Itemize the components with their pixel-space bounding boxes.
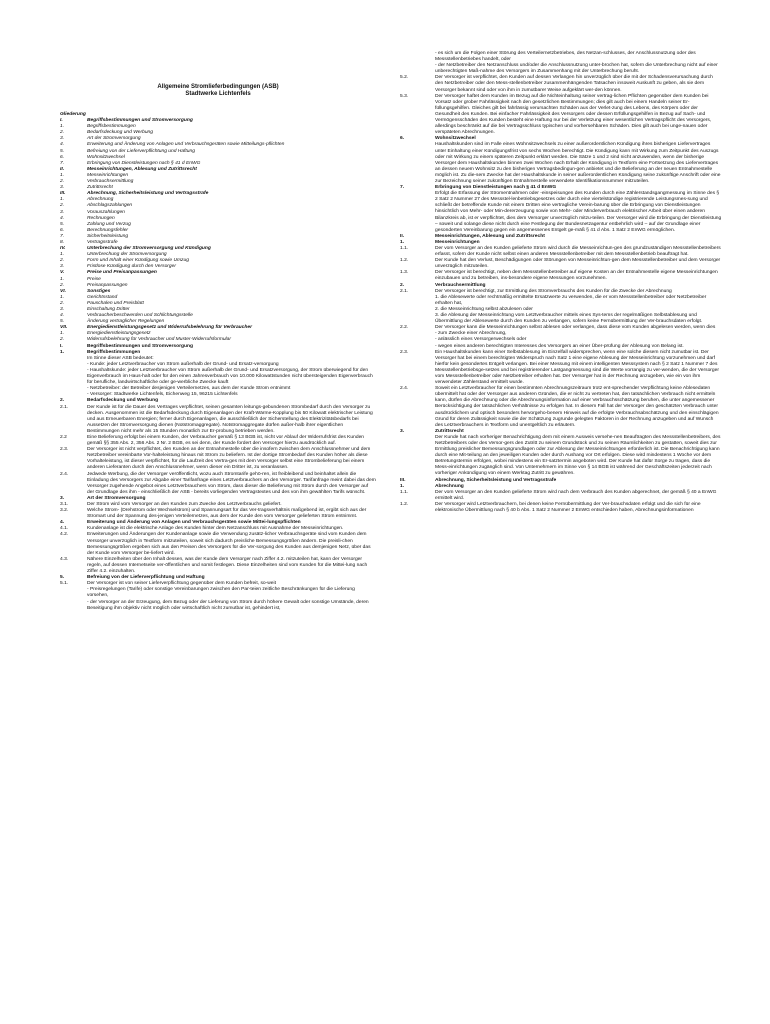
section-number: 4.1. — [60, 526, 69, 532]
section-number: 1. — [60, 294, 65, 300]
section-text: Art der Stromversorgung — [87, 136, 141, 142]
section-number: 1. — [60, 172, 65, 178]
section-number: 2.2. — [400, 325, 409, 331]
section-text: Energiedienstleistungsgesetz und Widerrufsbelehrung für Verbraucher — [87, 325, 252, 331]
section-number: 2. — [60, 282, 65, 288]
section-text: Abschlagszahlungen — [87, 203, 133, 209]
section-text: Energiedienstleistungsgesetz — [87, 331, 151, 337]
section-paragraph — [400, 51, 722, 63]
section-text: 3. die Ablesung der Messeinrichtung vom Letztverbraucher mittels eines Sys-tems der regelmäßigen Selbstablesung und Übermittlung der Ablesewerte durch den Kunden zu verlangen, sofern keine Fernübermittlung der Ver-brauchsdaten erfolgt. — [435, 313, 703, 325]
left-body-text — [60, 344, 376, 612]
section-text: Preise — [87, 276, 101, 282]
section-number: 3.1. — [60, 502, 69, 507]
section-number: 2.4. — [400, 386, 409, 392]
section-number: 4.2. — [60, 532, 69, 538]
section-number: 1. — [400, 239, 405, 245]
section-paragraph — [400, 270, 722, 282]
section-paragraph — [60, 368, 376, 386]
section-paragraph — [400, 258, 722, 270]
section-text: Verbraucherbeschwerden und Schlichtungsstelle — [87, 313, 193, 319]
section-number: 3. — [60, 307, 65, 312]
section-number — [400, 191, 435, 234]
section-text: Haushaltskunden sind im Falle eines Wohnsitzwechsels zu einer außerordentlichen Kündigung ihres bisherigen Liefervertrages unter Einhaltung einer Kündigungsfrist von sechs Wochen berechtigt. Die Kündigung kann mit Wirkung zum Zeitpunkt des Auszugs oder mit Wirkung zu einem späteren Zeitpunkt erklärt werden. Die Sätze 1 und 2 sind nicht anzuwenden, wenn der bisherige Versorger dem Haushaltskunden binnen zwei Wochen nach Erhalt der Kündigung in Textform eine Fortsetzung des Liefervertrages an dessen neuem Wohnsitz zu den bisherigen Vertragsbedingun-gen anbietet und die Belieferung an der neuen Entnahmestelle möglich ist. Zu die-sem Zwecke hat der Haushaltskunde in seiner außerordentlichen Kündigung seine zukünftige Anschrift oder eine zur Bezeichnung seiner zukünftigen Entnahmestelle verwendete Identifikationsnummer mitzuteilen. — [435, 142, 721, 184]
section-text: Wohnsitzwechsel — [435, 136, 476, 142]
section-text: - zum Zwecke einer Abrechnung, — [435, 331, 507, 337]
section-text: Art der Stromversorgung — [87, 495, 146, 501]
section-text: Abrechnung — [87, 197, 114, 203]
section-text: Form und Inhalt einer Kündigung sowie Umzug — [87, 258, 189, 264]
section-number: 1. — [60, 124, 65, 130]
section-number: 6. — [60, 154, 65, 160]
section-number: 5.2. — [400, 75, 409, 81]
section-text: Begriffsbestimmungen und Stromversorgung — [87, 343, 193, 349]
section-text: Widerrufsbelehrung für Verbraucher und Muster-Widerrufsformular — [87, 337, 231, 343]
section-text: Fristlose Kündigung durch den Versorger — [87, 264, 176, 270]
section-text: Erweiterungen und Änderungen der Kundenanlage sowie die Verwendung zusätz-licher Verbrauchsgeräte sind vom Kunden dem Versorger unverzüglich in Textform mitzuteilen, soweit sich dadurch preisliche Bemessungsgrößen ändern. Die preisli-chen Bemessungsgrößen ergeben sich aus den Preisen des Versorgers für die Ver-sorgung des Kunden aus demjenigen Netz, über das der Kunde vom Versorger be-liefert wird. — [87, 532, 371, 556]
section-number: 1. — [60, 252, 65, 258]
section-number: 1. — [60, 331, 65, 337]
section-text: Bedarfsdeckung und Werbung — [87, 130, 153, 136]
section-number: 2. — [60, 300, 65, 306]
section-text: - Versorger: Stadtwerke Lichtenfels, Eichenweg 15, 96215 Lichtenfels — [87, 392, 238, 398]
section-text: Abrechnung, Sicherheitsleistung und Vertragsstrafe — [435, 477, 557, 483]
section-number — [400, 63, 435, 75]
section-text: - Kunde: jeder Letztverbraucher von Strom außerhalb der Grund- und Ersatz-versorgung — [87, 361, 279, 367]
section-text: Gerichtsstand — [87, 294, 118, 300]
section-text: - es sich um die Folgen einer Störung des Verteilernetzbetriebes, des Netzan-schlusses, der Anschlussnutzung oder des Messstellenbetriebes handelt, oder — [435, 51, 696, 63]
section-paragraph — [60, 600, 376, 612]
section-number: IV. — [60, 246, 66, 252]
section-number: 4. — [60, 520, 65, 526]
section-text: Der vom Versorger an den Kunden gelieferte Strom wird nach dem Verbrauch des Kunden abgerechnet, der gemäß § 40 a EnWG ermittelt wird. — [435, 489, 717, 501]
section-number: 1.1. — [400, 246, 409, 251]
section-text: Kundenanlage ist die elektrische Anlage des Kunden hinter dem Netzanschluss mit Ausnahme der Messeinrichtungen. — [87, 526, 344, 532]
section-paragraph — [60, 532, 376, 556]
section-number: I. — [60, 343, 63, 349]
section-paragraph — [400, 191, 722, 234]
section-number: 5. — [60, 319, 65, 325]
section-text: Begriffsbestimmungen — [87, 124, 136, 130]
section-number — [60, 368, 87, 386]
section-text: Nähere Einzelheiten über den Inhalt dessen, was der Kunde dem Versorger nach Ziffer 4.2. mitzuteilen hat, kann der Versorger regeln, auf dessen Internetseite ver-öffentlichen und somit festlegen. Diese Einzelheiten sind vom Kunden für die Mittei-lung nach Ziffer 4.2. einzuhalten. — [87, 556, 368, 575]
section-number: 4. — [60, 313, 65, 319]
section-number: 3. — [60, 136, 65, 142]
section-text: Erfolgt die Erfassung der Stromentnahmen oder -einspeisungen des Kunden durch eine Zählerstandsgangmessung im Sinne des § 2 Satz 2 Nummer 27 des Messstel-lenbetriebsgesetzes oder durch eine viertelstündige registrierende Leistungsmes-sung und schließt der betreffende Kunde mit einem Dritten eine vertragliche Verein-barung über die Erbringung von Dienstleistungen hinsichtlich von Mehr- oder Min-dererzeugung sowie von Mehr- oder Minderverbrauch elektrischer Arbeit über einen anderen Bilanzkreis ab, ist er verpflichtet, dies dem Versorger unverzüglich mitzu-teilen. Der Versorger wird die Erbringung der Dienstleistung – soweit und solange diese nicht durch eine Festlegung der Bundesnetzagentur entbehrlich wird – auf der Grundlage einer gesonderten Vereinbarung gegen ein angemessenes Entgelt ge-mäß § 41 d Abs. 1 Satz 2 EnWG ermöglichen. — [435, 191, 722, 233]
section-text: Sonstiges — [87, 288, 111, 294]
section-paragraph — [60, 405, 376, 435]
section-number: 3. — [60, 209, 65, 215]
section-text: Abrechnung — [435, 483, 464, 489]
section-text: Erbringung von Dienstleistungen nach § 41 d EnWG — [87, 160, 201, 166]
section-text: Preise und Preisanpassungen — [87, 270, 157, 276]
section-text: Messeinrichtungen — [435, 239, 480, 245]
section-number: 1. — [60, 349, 65, 355]
section-number: 2.2 — [60, 434, 67, 440]
section-number: 1. — [400, 483, 405, 489]
section-text: - Preisregelungen (Tarife) oder sonstige Vereinbarungen zwischen den Par-teien zeitliche Beschränkungen für die Lieferung vorsehen, — [87, 587, 355, 599]
section-number: 3. — [60, 495, 65, 501]
section-text: Messeinrichtungen — [87, 172, 129, 178]
section-paragraph — [400, 490, 722, 502]
section-number: 2. — [60, 130, 65, 136]
section-paragraph — [60, 435, 376, 447]
section-paragraph — [400, 246, 722, 258]
section-number: 7. — [60, 160, 65, 166]
section-text: Der Versorger ist berechtigt, zur Ermittlung des Stromverbrauchs des Kunden für die Zwecke der Abrechnung — [435, 288, 672, 294]
section-number: 7. — [60, 233, 65, 239]
section-number: 2.1. — [60, 404, 69, 410]
section-text: Messeinrichtungen, Ablesung und Zutrittsrecht — [435, 233, 545, 239]
title-block — [60, 84, 376, 98]
section-number: 2.1. — [400, 288, 409, 294]
section-number: 3. — [400, 428, 405, 434]
section-number: V. — [60, 270, 65, 276]
section-text: Verbrauchsermittlung — [435, 282, 486, 288]
section-text: Soweit ein Letztverbraucher für einen bestimmten Abrechnungszeitraum trotz ent-sprechender Verpflichtung keine Ablesedaten übermittelt hat oder der Versorger aus anderen Gründen, die er nicht zu vertreten hat, den tatsächlichen Verbrauch nicht ermitteln kann, dürfen die Abrechnung oder die Abrechnungsinformation auf einer Verbrauchsschätzung beruhen, die unter angemessener Berücksichtigung der tatsächlichen Verhältnisse zu erfolgen hat. In diesem Fall hat der Versorger den geschätzten Verbrauch unter ausdrücklichem und optisch besonders hervorgeho-benem Hinweis auf die erfolgte Verbrauchsabschätzung und den einschlägigen Grund für deren Zulässigkeit sowie die der Schätzung zugrunde gelegten Faktoren in der Rechnung anzugeben und auf Wunsch des Letztverbrauchers in Textform und unentgeltlich zu erläutern. — [435, 386, 719, 428]
section-text: Erbringung von Dienstleistungen nach § 41 d EnWG — [435, 185, 557, 191]
section-number: 3.2. — [60, 508, 69, 514]
section-number — [400, 313, 435, 325]
section-number — [60, 600, 87, 612]
section-paragraph — [400, 502, 722, 514]
section-paragraph — [400, 142, 722, 185]
section-number: 8. — [60, 239, 65, 245]
section-number — [400, 295, 435, 307]
section-paragraph — [400, 435, 722, 478]
right-column — [400, 0, 722, 514]
section-text: Der Kunde hat den Verlust, Beschädigungen oder Störungen von Messeinrichtun-gen dem Messstellenbetreiber und dem Versorger unverzüglich mitzuteilen. — [435, 258, 721, 270]
section-paragraph — [400, 350, 722, 387]
section-number: 5. — [60, 148, 65, 154]
section-number: III. — [400, 477, 406, 483]
section-paragraph — [60, 472, 376, 496]
section-text: 1. die Ablesewerte oder rechtmäßig ermittelte Ersatzwerte zu verwenden, die er vom Messstellenbetreiber oder Netzbetreiber erhalten hat, — [435, 294, 707, 306]
section-text: Der Versorger haftet dem Kunden im Bezug auf die Nichteinhaltung seiner vertrag-lichen Pflichten gegenüber dem Kunden bei Vorsatz oder grober Fahrlässigkeit nach den gesetzlichen Bestimmungen; dies gilt auch bei einem Handeln seiner Er-füllungsgehilfen. Gleiches gilt bei fahrlässig verursachten Schäden aus der Verlet-zung des Lebens, des Körpers oder der Gesundheit des Kunden. Bei einfacher Fahrlässigkeit des Versorgers oder dessen Erfüllungsgehilfen in Bezug auf Sach- und Vermögensschäden des Kunden besteht eine Haftung nur bei der Verletzung einer wesentlichen Vertragspflicht des Versorgers, allerdings beschränkt auf die bei Vertragsschluss typischen und vorhersehbaren Schäden. Dies gilt auch bei unge-nauen oder verspäteten Abrechnungen. — [435, 93, 712, 136]
section-text: Rechnungen — [87, 215, 115, 221]
section-text: Der Strom wird vom Versorger an den Kunden zum Zwecke des Letztverbrauchs geliefert. — [87, 502, 282, 507]
section-number: 1.3. — [400, 270, 409, 276]
table-of-contents — [60, 118, 376, 343]
section-number: 2. — [60, 337, 65, 343]
section-text: Vorauszahlungen — [87, 209, 125, 215]
section-text: Der Kunde ist für die Dauer des Vertrages verpflichtet, seinen gesamten leitungs-gebundenen Strombedarf durch den Versorger zu decken. Ausgenommen ist die Bedarfsdeckung durch Eigenanlagen der Kraft-Wärme-Kopplung bis 50 Kilowatt elektrischer Leistung und aus Erneuerbaren Energien; ferner durch Eigenanlagen, die ausschließlich der Sicherstellung des Elektrizitätsbedarfs bei Aussetzen der Stromversorgung dienen (Notstromaggregate). Notstromaggregate dürfen außer-halb ihrer eigentlichen Bestimmungen nicht mehr als 15 Stunden monatlich zur Er-probung betrieben werden. — [87, 404, 373, 434]
section-text: Der Versorger ist nicht verpflichtet, den Kunden an der Entnahmestelle über die insofern zwischen dem Anschlussnehmer und dem Netzbetreiber vereinbarte Vor-halteleistung hinaus mit Strom zu beliefern. Ist der dortige Strombedarf des Kunden höher als diese Vorhalteleistung, ist dieser verpflichtet, für die Laufzeit des Vertra-ges mit dem Versorger selbst eine Strombelieferung bei einem anderen Lieferanten durch den Anschlussnehmer, wenn dieser ein Dritter ist, zu veranlassen. — [87, 447, 371, 471]
section-text: Messeinrichtungen, Ablesung und Zutrittsrecht — [87, 166, 197, 172]
section-number: 5.3. — [400, 93, 409, 99]
section-paragraph — [60, 508, 376, 520]
section-number: 6. — [60, 227, 65, 233]
section-paragraph — [400, 295, 722, 307]
section-number: 5. — [60, 575, 65, 581]
section-text: - Netzbetreiber: der Betreiber desjenigen Verteilernetzes, aus dem der Kunde Strom entnimmt — [87, 386, 291, 392]
section-number: 3. — [60, 185, 65, 191]
section-number: 2.3. — [400, 349, 409, 355]
section-text: Zahlung und Verzug — [87, 221, 131, 227]
section-paragraph — [60, 587, 376, 599]
section-number — [400, 435, 435, 478]
section-paragraph — [60, 447, 376, 471]
section-number: 2. — [60, 179, 65, 185]
section-text: Der Kunde hat nach vorheriger Benachrichtigung dem mit einem Ausweis versehe-nen Beauftragten des Messstellenbetreibers, des Netzbetreibers oder des Versor-gers den Zutritt zu seinem Grundstück und zu seinen Räumlichkeiten zu gestatten, soweit dies zur Ermittlung preislicher Bemessungsgrundlagen oder zur Ablesung der Messeinrichtungen erforderlich ist. Die Benachrichtigung kann durch eine Mit-teilung an den jeweiligen Kunden oder durch Aushang vor Ort erfolgen. Diese wird mindestens 1 Woche vor dem Betretungstermin erfolgen, wobei mindestens ein Er-satztermin angeboten wird. Der Kunde hat dafür Sorge zu tragen, dass die Mess-einrichtungen zugänglich sind. Von Unternehmern im Sinne von § 14 BGB ist während der Geschäftszeiten jederzeit nach vorheriger Ankündigung von einem Werktag Zutritt zu gewähren. — [435, 434, 721, 477]
section-text: Abrechnung, Sicherheitsleistung und Vertragsstrafe — [87, 191, 209, 197]
section-text: Eine Belieferung erfolgt bei einem Kunden, der Verbraucher gemäß § 13 BGB ist, nicht vor Ablauf der Widerrufsfrist des Kunden gemäß §§ 355 Abs. 2, 356 Abs. 2 Nr. 2 BGB, es sei denn, der Kunde fordert den Versorger hierzu ausdrücklich auf. — [87, 434, 365, 447]
section-number: 1.2. — [400, 258, 409, 264]
section-number: II. — [400, 233, 405, 239]
section-text: Welche Strom- (Drehstrom oder Wechselstrom) und Spannungsart für das Ver-tragsverhältnis maßgebend ist, ergibt sich aus der Stromart und der Spannung des-jenigen Verteilernetzes, aus dem der Kunde den vom Versorger gelieferten Strom entnimmt. — [87, 508, 367, 520]
section-text: Berechnungsfehler — [87, 227, 129, 233]
section-text: Befreiung von der Lieferverpflichtung und Haftung — [87, 148, 195, 154]
section-number: III. — [60, 191, 66, 197]
section-text: Der vom Versorger an den Kunden gelieferte Strom wird durch die Messeinrichtun-gen des grundzuständigen Messstellenbetreibers erfasst, sofern der Kunde nicht selbst einen anderen Messstellenbetreiber mit dem Messstellenbetrieb beauftragt hat. — [435, 246, 721, 258]
section-text: Begriffsbestimmungen — [87, 349, 141, 355]
section-number — [400, 142, 435, 185]
section-text: Der Versorger ist berechtigt, neben dem Messstellenbetreiber auf eigene Kosten an der Entnahmestelle eigene Messeinrichtungen einzubauen und zu betreiben, ins-besondere eigene Messungen vorzunehmen. — [435, 270, 718, 282]
section-text: Im Sinne dieser ASB bedeutet: — [87, 355, 154, 361]
section-text: - anlässlich eines Versorgerwechsels oder — [435, 337, 527, 343]
section-number: VII. — [60, 325, 68, 331]
section-paragraph — [400, 75, 722, 93]
toc-heading: Gliederung — [60, 112, 86, 117]
section-number: 3. — [60, 264, 65, 270]
section-text: Der Versorger kann die Messeinrichtungen selbst ablesen oder verlangen, dass diese vom Kunden abgelesen werden, wenn dies — [435, 325, 716, 331]
section-text: Pauschalen und Preisblatt — [87, 300, 144, 306]
section-number: 1.2. — [400, 501, 409, 507]
section-number: 5.1. — [60, 581, 69, 587]
section-text: Änderung vertraglicher Regelungen — [87, 319, 165, 325]
section-text: Einschaltung Dritter — [87, 307, 130, 312]
section-number: 1. — [60, 197, 65, 203]
section-text: 2. die Messeinrichtung selbst abzulesen oder — [435, 306, 533, 312]
section-number: 7. — [400, 185, 405, 191]
section-number: 4. — [60, 142, 65, 148]
section-text: - der Versorger an der Erzeugung, dem Bezug oder der Lieferung von Strom durch höhere Gewalt oder sonstige Umstände, deren Beseitigung ihm objektiv nicht möglich oder wirtschaftlich nicht zumutbar ist, gehindert ist, — [87, 599, 369, 611]
section-text: Sicherheitsleistung — [87, 233, 129, 239]
section-paragraph — [60, 557, 376, 575]
section-number: II. — [60, 166, 65, 172]
section-text: - Haushaltskunde: jeder Letztverbraucher von Strom außerhalb der Grund- und Ersatzversorgung, der Strom überwiegend für den Eigenverbrauch im Haus-halt oder für den einen Jahresverbrauch von 10.000 Kilowattstunden nicht übersteigenden Eigenverbrauch für berufliche, landwirtschaftliche oder ge-werbliche Zwecke kauft — [87, 367, 373, 386]
section-text: Erweiterung und Änderung von Anlagen und Verbrauchsgeräten sowie Mitteilungs-pflichten — [87, 142, 285, 148]
section-text: Begriffsbestimmungen und Stromversorgung — [87, 118, 193, 124]
section-text: - der Netzbetreiber den Netzanschluss und/oder die Anschlussnutzung unter-brochen hat, sofern die Unterbrechung nicht auf einer unberechtigten Maß-nahme des Versorgers im Zusammenhang mit der Unterbrechung beruht. — [435, 63, 718, 75]
section-number: 2. — [60, 258, 65, 264]
section-text: Befreiung von der Lieferverpflichtung und Haftung — [87, 575, 205, 581]
section-number: VI. — [60, 288, 66, 294]
left-column — [60, 0, 376, 612]
section-number: 4.3. — [60, 556, 69, 562]
section-number — [60, 587, 87, 599]
section-number: 2. — [400, 282, 405, 288]
section-text: Erweiterung und Änderung von Anlagen und Verbrauchsgeräten sowie Mittei-lungspflichten — [87, 520, 301, 526]
section-text: Der Versorger ist verpflichtet, den Kunden auf dessen Verlangen hin unverzüglich über die mit der Schadensverursachung durch den Netzbetreiber oder den Mess-stellenbetreiber zusammenhängenden Tatsachen insoweit Auskunft zu geben, als sie dem Versorger bekannt sind oder von ihm in zumutbarer Weise aufgeklärt wer-den können. — [435, 75, 713, 93]
section-number: 2. — [60, 398, 65, 404]
section-text: Der Versorger wird Letztverbrauchern, bei denen keine Fernübermittlung der Ver-brauchsdaten erfolgt und die sich für eine elektronische Übermittlung nach § 40 b Abs. 1 Satz 2 Nummer 2 EnWG entschieden haben, Abrechnungsinformationen — [435, 501, 701, 514]
section-text: - wegen eines anderen berechtigten Interesses des Versorgers an einer Über-prüfung der Ablesung von Belang ist. — [435, 343, 684, 349]
section-number: 2.4. — [60, 471, 69, 477]
section-number — [400, 51, 435, 63]
section-number: 1.1. — [400, 489, 409, 495]
section-number: 2.3. — [60, 447, 69, 453]
section-number: 4. — [60, 215, 65, 221]
section-number: 5. — [60, 221, 65, 227]
section-number: 1. — [60, 276, 65, 282]
section-text: Jedwede Werbung, die der Versorger veröffentlicht, wozu auch Stromtarife gehö-ren, ist freibleibend und beinhaltet allein die Einladung des Versorgers zur Abgabe einer Tarifanfrage eines Letztverbrauchers an den Versorger. Tarifanfrage meint dabei das dem Versorger zugehende Angebot eines Letztverbrauchers von Strom, dass dieser die Belieferung mit Strom durch den Versorger auf der Grundlage des ihm - einschließlich der ASB - bereits vorliegenden Vertragstextes und des von ihm gewählten Tarifs wünscht. — [87, 471, 376, 495]
section-text: Unterbrechung der Stromversorgung und Kündigung — [87, 246, 211, 252]
document-title: Allgemeine Stromlieferbedingungen (ASB) — [157, 84, 279, 90]
section-text: Bedarfsdeckung und Werbung — [87, 398, 159, 404]
section-paragraph — [400, 313, 722, 325]
section-text: Vertragsstrafe — [87, 239, 118, 245]
section-paragraph — [400, 386, 722, 429]
section-text: Zutrittsrecht — [87, 185, 113, 191]
document-subtitle: Stadtwerke Lichtenfels — [185, 91, 251, 97]
section-text: Zutrittsrecht — [435, 428, 464, 434]
section-paragraph — [400, 63, 722, 75]
section-number: 2. — [60, 203, 65, 209]
section-paragraph — [400, 94, 722, 137]
section-text: Verbrauchsermittlung — [87, 179, 134, 185]
section-text: Preisanpassungen — [87, 282, 128, 288]
section-text: Wohnsitzwechsel — [87, 154, 125, 160]
section-text: Der Versorger ist von seiner Lieferverpflichtung gegenüber dem Kunden befreit, so-weit — [87, 581, 276, 587]
section-number: 6. — [400, 136, 405, 142]
section-text: Unterbrechung der Stromversorgung — [87, 252, 167, 258]
section-text: Ein Haushaltskunden kann einer Selbstablesung im Einzelfall widersprechen, wenn eine solche diesem nicht zumutbar ist. Der Versorger hat bei einem berechtigten Widerspruch nach Satz 1 eine eigene Ablesung der Messeinrichtung vorzunehmen und darf hierfür kein gesondertes Entgelt verlangen. Bei einer Messung mit einem intelligenten Messsystem nach § 2 Satz 1 Nummer 7 des Messstellenbetriebsge-setzes und bei registrierender Lastgangmessung sind die Werte vorrangig zu ver-wenden, die der Versorger vom Messstellenbetreiber oder Netzbetreiber erhalten hat. Der Versorger hat in der Rechnung anzugeben, wie ein von ihm verwendeter Zählerstand ermittelt wurde. — [435, 349, 719, 386]
section-number: I. — [60, 118, 63, 124]
